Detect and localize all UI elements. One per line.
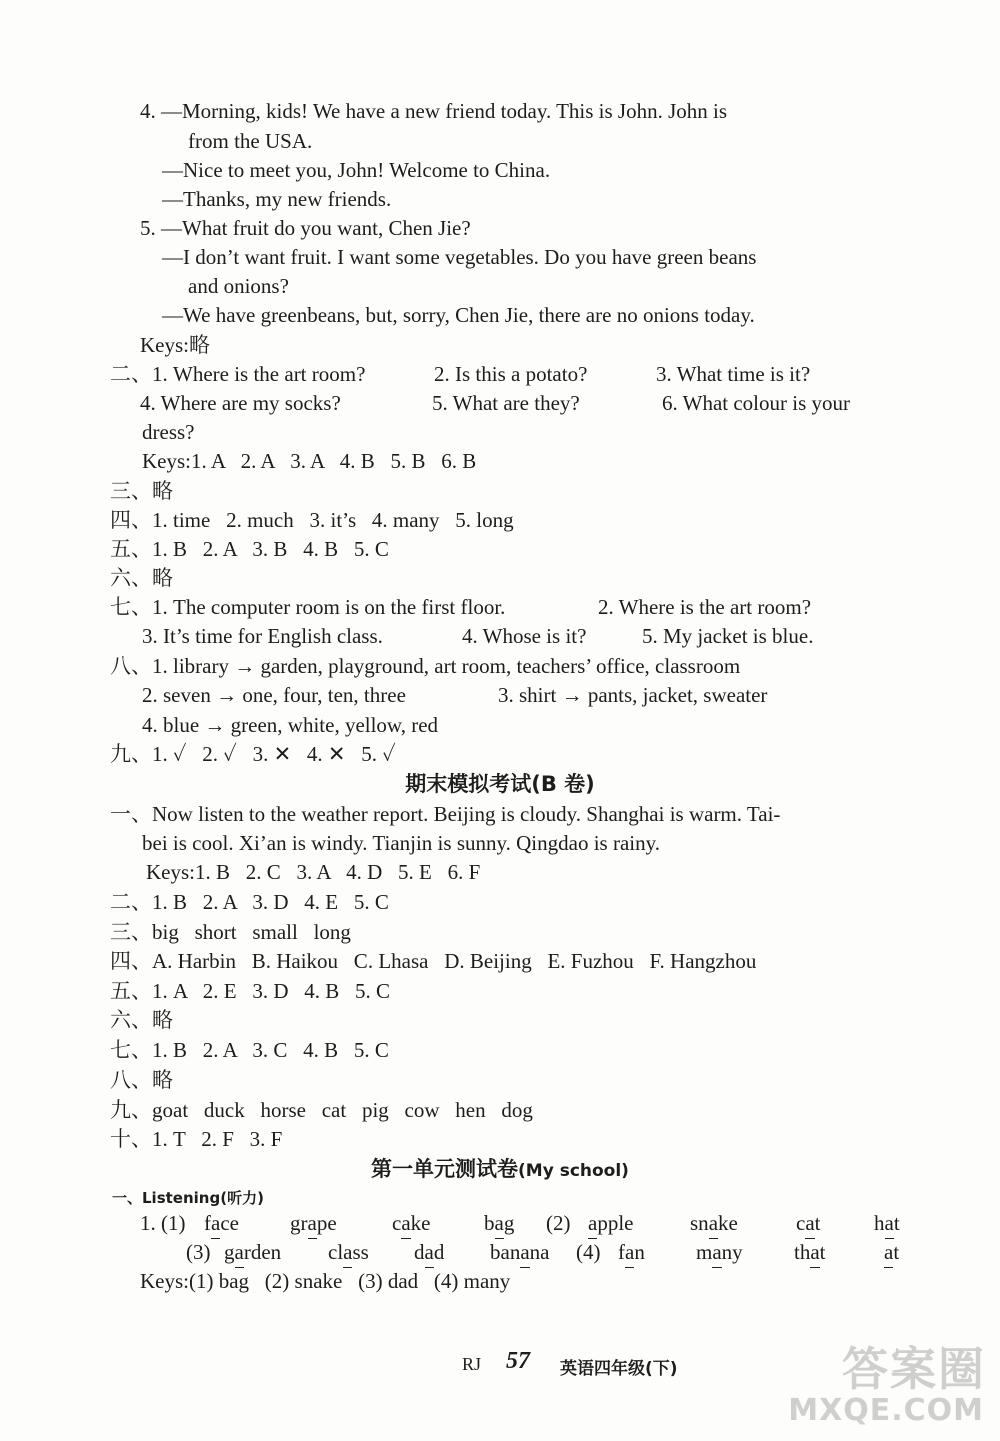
exam-b-line: 四、A. Harbin B. Haikou C. Lhasa D. Beijing E. Fuzhou F. Hangzhou: [110, 949, 757, 973]
transcript-line: —Thanks, my new friends.: [162, 187, 392, 211]
phonics-word: banana: [490, 1238, 549, 1268]
transcript-line: —We have greenbeans, but, sorry, Chen Jie, there are no onions today.: [162, 303, 755, 327]
phonics-word: dad: [414, 1238, 444, 1268]
answer-text: 2. seven → one, four, ten, three: [142, 683, 406, 707]
keys-line: Keys:略: [140, 333, 210, 357]
phonics-row: [140, 1238, 910, 1267]
exam-b-line: 八、略: [110, 1068, 173, 1092]
section-nine: 九、1. ✓ 2. ✓ 3. ✕ 4. ✕ 5. ✓: [110, 742, 396, 766]
question-text: 4. Where are my socks?: [140, 391, 341, 415]
phonics-word: many: [696, 1238, 743, 1268]
page-number: 57: [506, 1348, 530, 1374]
keys-line: Keys:1. B 2. C 3. A 4. D 5. E 6. F: [146, 860, 481, 884]
keys-line: Keys:(1) bag (2) snake (3) dad (4) many: [140, 1269, 511, 1293]
section-two-line: [110, 360, 910, 389]
phonics-word: grape: [290, 1209, 337, 1239]
phonics-word: at: [884, 1238, 899, 1268]
phonics-word: cat: [796, 1209, 821, 1239]
exam-b-line: 五、1. A 2. E 3. D 4. B 5. C: [110, 979, 391, 1003]
section-four: 四、1. time 2. much 3. it’s 4. many 5. long: [110, 508, 514, 532]
phonics-word: garden: [224, 1238, 281, 1268]
exam-b-line: 七、1. B 2. A 3. C 4. B 5. C: [110, 1038, 389, 1062]
watermark-logo: 答案圈 MXQE.COM: [788, 1342, 986, 1428]
phonics-word: cake: [392, 1209, 430, 1239]
phonics-word: face: [204, 1209, 239, 1239]
exam-b-title: 期末模拟考试(B 卷): [405, 772, 595, 796]
phonics-word: that: [794, 1238, 826, 1268]
question-text: 5. What are they?: [432, 391, 580, 415]
edition-label: RJ: [462, 1354, 482, 1374]
transcript-line: and onions?: [188, 274, 289, 298]
exam-b-line: 六、略: [110, 1008, 173, 1032]
section-seven-line: [142, 622, 902, 651]
section-five: 五、1. B 2. A 3. B 4. B 5. C: [110, 537, 389, 561]
item-number: (3): [186, 1240, 211, 1264]
section-three: 三、略: [110, 479, 173, 503]
transcript-line: 5. —What fruit do you want, Chen Jie?: [140, 216, 471, 240]
phonics-word: fan: [618, 1238, 645, 1268]
answer-text: 4. Whose is it?: [462, 624, 587, 648]
answer-text: 3. It’s time for English class.: [142, 624, 383, 648]
section-six: 六、略: [110, 566, 173, 590]
answer-text: 七、1. The computer room is on the first floor.: [110, 595, 506, 619]
answer-text: 5. My jacket is blue.: [642, 624, 814, 648]
phonics-row: [140, 1209, 910, 1238]
answer-text: 3. shirt → pants, jacket, sweater: [498, 683, 768, 707]
question-text: 2. Is this a potato?: [434, 362, 588, 386]
section-seven-line: [110, 593, 910, 622]
exam-b-line: 一、Now listen to the weather report. Beijing is cloudy. Shanghai is warm. Tai-: [110, 802, 781, 826]
phonics-word: class: [328, 1238, 369, 1268]
book-title: 英语四年级(下): [560, 1359, 678, 1379]
unit-one-title: 第一单元测试卷(My school): [371, 1157, 629, 1181]
transcript-line: —Nice to meet you, John! Welcome to China.: [162, 158, 551, 182]
exam-b-line: 十、1. T 2. F 3. F: [110, 1127, 283, 1151]
section-eight-line: 4. blue → green, white, yellow, red: [142, 713, 439, 737]
exam-b-line: 三、big short small long: [110, 920, 351, 944]
listening-label: 一、Listening(听力): [112, 1189, 264, 1207]
item-number: (2): [546, 1211, 571, 1235]
answer-text: 2. Where is the art room?: [598, 595, 812, 619]
phonics-word: bag: [484, 1209, 514, 1239]
transcript-line: from the USA.: [188, 129, 313, 153]
transcript-line: —I don’t want fruit. I want some vegetables. Do you have green beans: [162, 245, 757, 269]
question-text: 二、1. Where is the art room?: [110, 362, 366, 386]
phonics-word: snake: [690, 1209, 738, 1239]
phonics-word: apple: [588, 1209, 633, 1239]
transcript-line: 4. —Morning, kids! We have a new friend today. This is John. John is: [140, 99, 728, 123]
section-two-line: [140, 389, 910, 418]
section-two-line: dress?: [142, 420, 195, 444]
exam-b-line: 二、1. B 2. A 3. D 4. E 5. C: [110, 890, 389, 914]
exam-b-line: bei is cool. Xi’an is windy. Tianjin is sunny. Qingdao is rainy.: [142, 831, 660, 855]
section-eight-line: [142, 681, 862, 710]
section-eight-line: 八、1. library → garden, playground, art room, teachers’ office, classroom: [110, 654, 741, 678]
exam-b-line: 九、goat duck horse cat pig cow hen dog: [110, 1098, 533, 1122]
item-number: (4): [576, 1240, 601, 1264]
question-text: 3. What time is it?: [656, 362, 811, 386]
phonics-word: hat: [874, 1209, 900, 1239]
keys-line: Keys:1. A 2. A 3. A 4. B 5. B 6. B: [142, 449, 477, 473]
item-number: 1. (1): [140, 1211, 186, 1235]
question-text: 6. What colour is your: [662, 391, 850, 415]
